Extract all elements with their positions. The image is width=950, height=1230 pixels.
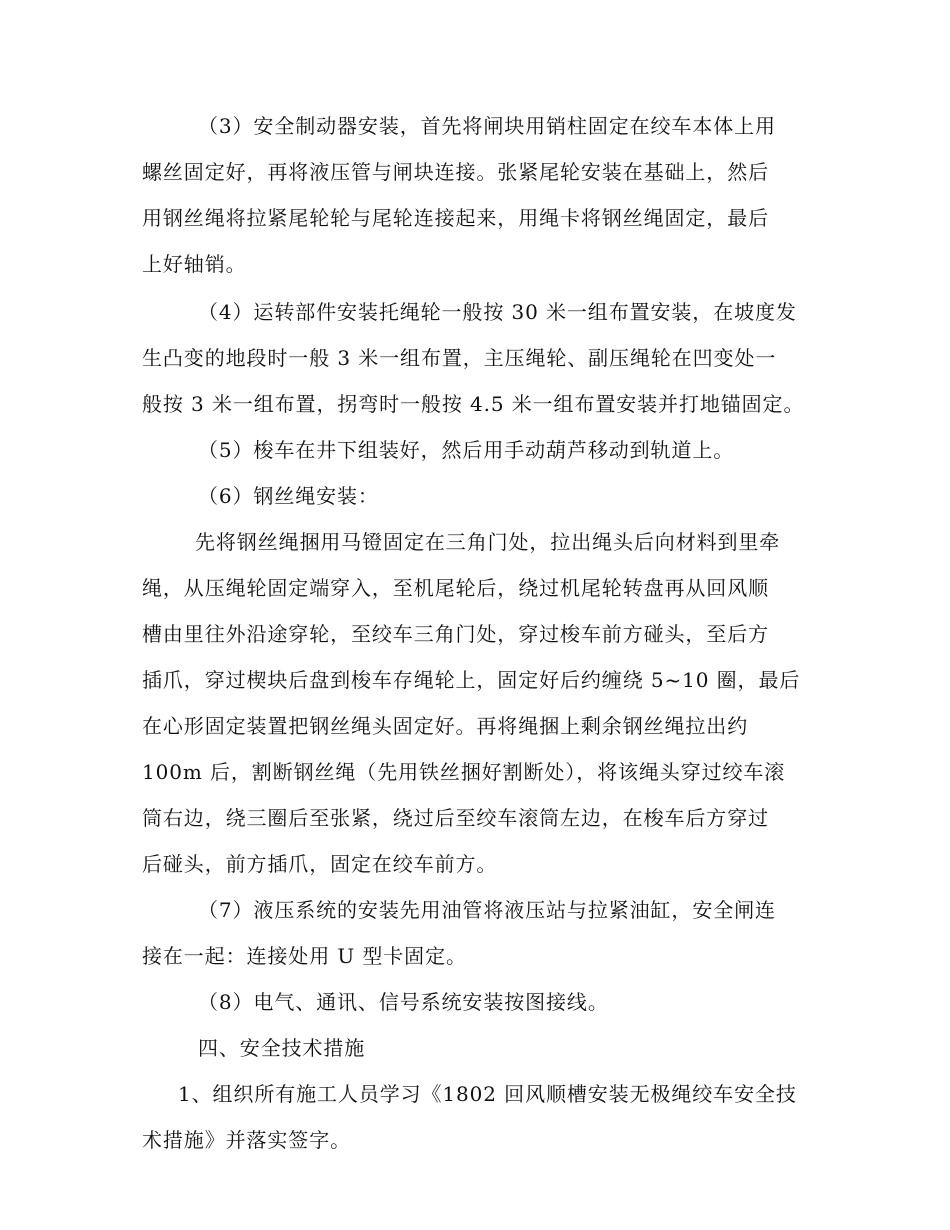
paragraph-line: 用钢丝绳将拉紧尾轮轮与尾轮连接起来，用绳卡将钢丝绳固定，最后 bbox=[142, 206, 769, 230]
paragraph-line: 先将钢丝绳捆用马镫固定在三角门处，拉出绳头后向材料到里牵 bbox=[195, 530, 781, 554]
paragraph-line: 插爪，穿过楔块后盘到梭车存绳轮上，固定好后约缠绕 5~10 圈，最后 bbox=[142, 668, 801, 692]
paragraph-line: 般按 3 米一组布置，拐弯时一般按 4.5 米一组布置安装并打地锚固定。 bbox=[142, 392, 805, 416]
paragraph-line: 接在一起：连接处用 U 型卡固定。 bbox=[142, 944, 467, 968]
paragraph-line: （5）梭车在井下组装好，然后用手动葫芦移动到轨道上。 bbox=[198, 438, 735, 462]
paragraph-line: 筒右边，绕三圈后至张紧，绕过后至绞车滚筒左边，在梭车后方穿过 bbox=[142, 806, 769, 830]
paragraph-line: 100m 后，割断钢丝绳（先用铁丝捆好割断处），将该绳头穿过绞车滚 bbox=[142, 760, 786, 784]
paragraph-line: 后碰头，前方插爪，固定在绞车前方。 bbox=[142, 852, 498, 876]
paragraph-line: 上好轴销。 bbox=[142, 252, 247, 276]
paragraph-line: 1、组织所有施工人员学习《1802 回风顺槽安装无极绳绞车安全技 bbox=[178, 1082, 797, 1106]
section-heading: 四、安全技术措施 bbox=[198, 1036, 366, 1060]
paragraph-line: 绳，从压绳轮固定端穿入，至机尾轮后，绕过机尾轮转盘再从回风顺 bbox=[142, 576, 769, 600]
paragraph-line: （7）液压系统的安装先用油管将液压站与拉紧油缸，安全闸连 bbox=[198, 898, 776, 922]
paragraph-line: 术措施》并落实签字。 bbox=[142, 1128, 351, 1152]
paragraph-line: 螺丝固定好，再将液压管与闸块连接。张紧尾轮安装在基础上，然后 bbox=[142, 160, 769, 184]
paragraph-line: （6）钢丝绳安装： bbox=[198, 484, 379, 508]
paragraph-line: （3）安全制动器安装，首先将闸块用销柱固定在绞车本体上用 bbox=[198, 114, 776, 138]
paragraph-line: （4）运转部件安装托绳轮一般按 30 米一组布置安装，在坡度发 bbox=[198, 300, 797, 324]
paragraph-line: 生凸变的地段时一般 3 米一组布置，主压绳轮、副压绳轮在凹变处一 bbox=[142, 346, 777, 370]
paragraph-line: 在心形固定装置把钢丝绳头固定好。再将绳捆上剩余钢丝绳拉出约 bbox=[142, 714, 749, 738]
paragraph-line: 槽由里往外沿途穿轮，至绞车三角门处，穿过梭车前方碰头，至后方 bbox=[142, 622, 769, 646]
paragraph-line: （8）电气、通讯、信号系统安装按图接线。 bbox=[198, 990, 609, 1014]
